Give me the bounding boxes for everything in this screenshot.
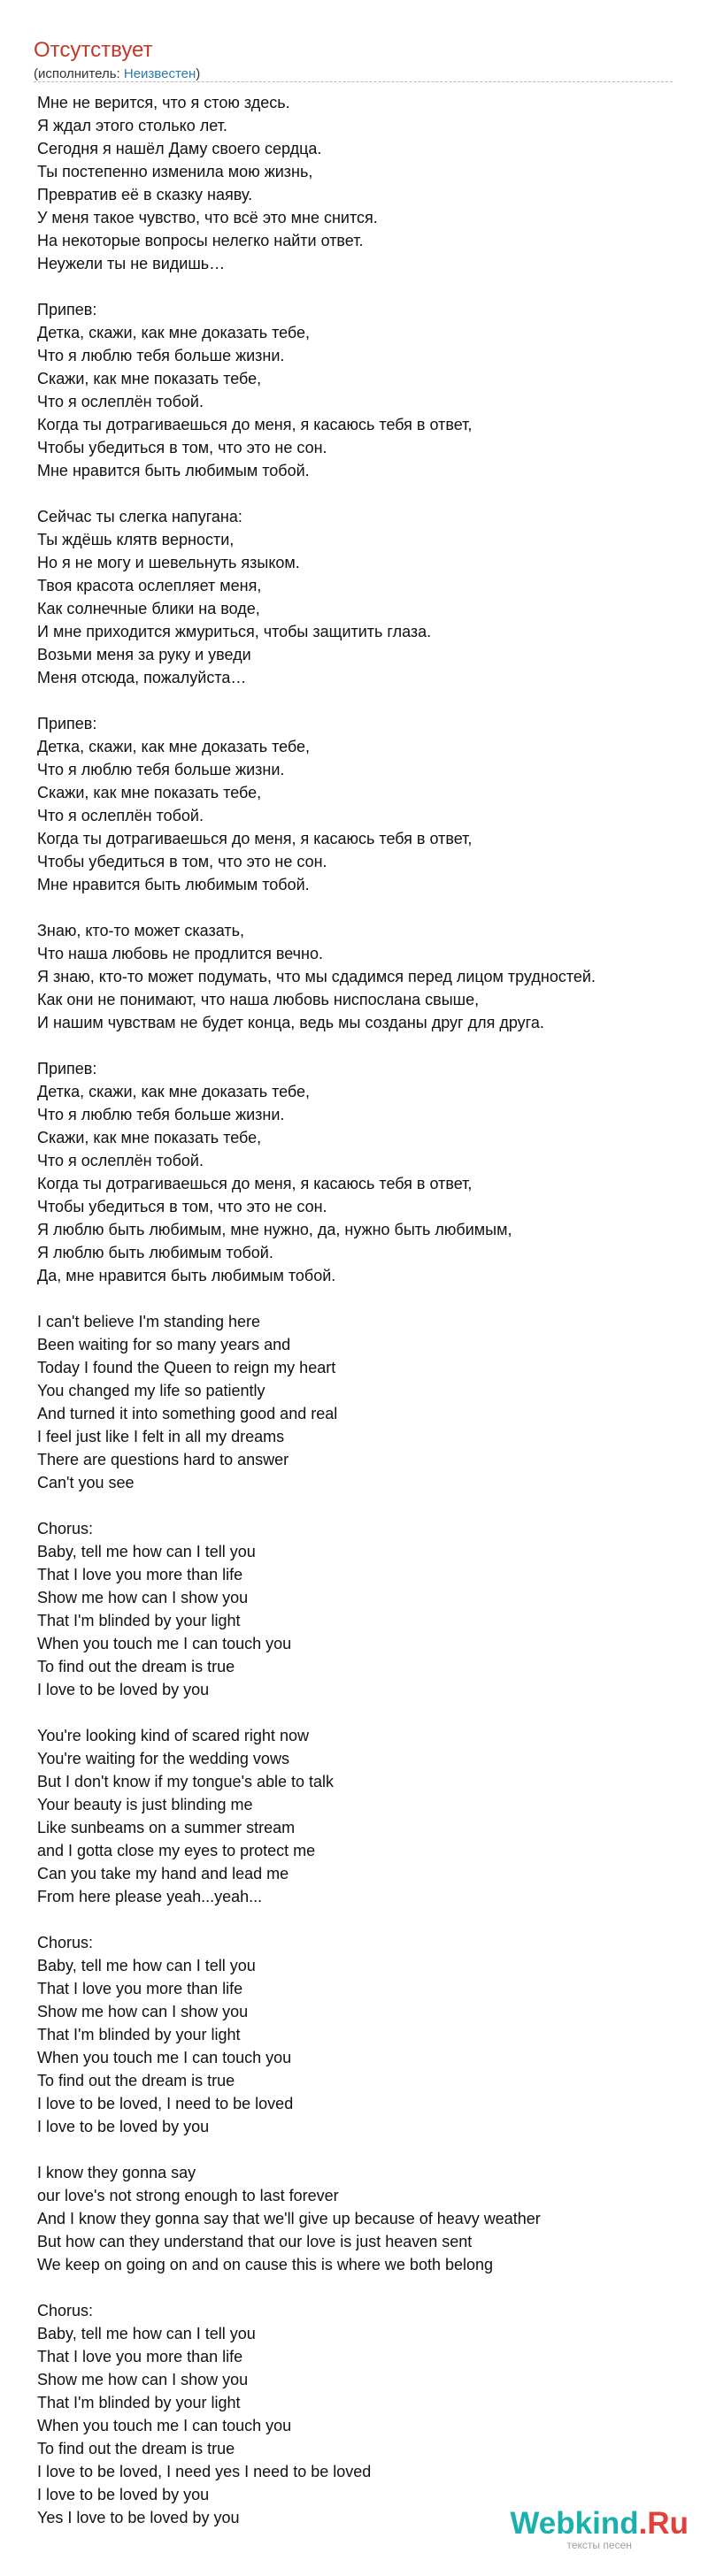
lyric-line: Show me how can I show you [37, 2371, 249, 2388]
lyric-line: Детка, скажи, как мне доказать тебе, [37, 1083, 311, 1100]
logo-tld-text: .Ru [638, 2506, 689, 2541]
lyric-line: Baby, tell me how can I tell you [37, 1957, 256, 1974]
lyric-line: Your beauty is just blinding me [37, 1796, 253, 1813]
lyric-line: To find out the dream is true [37, 2072, 235, 2089]
lyric-line: There are questions hard to answer [37, 1451, 289, 1468]
lyric-line [37, 2138, 692, 2161]
lyric-line: Сейчас ты слегка напугана: [37, 508, 242, 525]
lyric-line: Что я ослеплён тобой. [37, 807, 204, 824]
lyric-line: I feel just like I felt in all my dreams [37, 1428, 285, 1445]
lyric-line [37, 689, 692, 712]
lyric-line: I can't believe I'm standing here [37, 1313, 261, 1330]
lyric-line: Возьми меня за руку и уведи [37, 646, 251, 663]
lyric-line: I love to be loved by you [37, 2118, 210, 2135]
lyric-line: our love's not strong enough to last forever [37, 2187, 339, 2204]
lyric-line: To find out the dream is true [37, 2440, 235, 2457]
lyric-line: When you touch me I can touch you [37, 2417, 292, 2434]
lyrics-text [37, 91, 692, 2529]
lyric-line: Что я ослеплён тобой. [37, 1152, 204, 1169]
lyric-line [37, 1034, 692, 1057]
lyric-line: На некоторые вопросы нелегко найти ответ. [37, 232, 364, 249]
lyric-line: И нашим чувствам не будет конца, ведь мы созданы друг для друга. [37, 1014, 544, 1031]
lyric-line: That I love you more than life [37, 1980, 243, 1997]
lyric-line: Когда ты дотрагиваешься до меня, я касаюсь тебя в ответ, [37, 1175, 473, 1192]
lyric-line: Что наша любовь не продлится вечно. [37, 945, 323, 962]
lyric-line [37, 275, 692, 298]
lyric-line: Yes I love to be loved by you [37, 2509, 240, 2526]
lyric-line: I love to be loved, I need yes I need to be loved [37, 2463, 372, 2480]
song-header [34, 37, 673, 83]
lyric-line: Мне нравится быть любимым тобой. [37, 462, 310, 479]
lyric-line: Baby, tell me how can I tell you [37, 2325, 256, 2342]
lyric-line [37, 482, 692, 505]
lyric-line: Что я ослеплён тобой. [37, 393, 204, 410]
lyric-line: И мне приходится жмуриться, чтобы защитить глаза. [37, 623, 432, 640]
lyric-line: Детка, скажи, как мне доказать тебе, [37, 738, 311, 755]
lyric-line: That I love you more than life [37, 1566, 243, 1583]
lyric-line: When you touch me I can touch you [37, 2049, 292, 2066]
lyric-line: Like sunbeams on a summer stream [37, 1819, 296, 1836]
lyric-line: I love to be loved, I need to be loved [37, 2095, 294, 2112]
lyric-line: Can't you see [37, 1474, 135, 1491]
lyric-line: That I'm blinded by your light [37, 2026, 241, 2043]
lyric-line: Ты постепенно изменила мою жизнь, [37, 163, 313, 180]
lyric-line: Но я не могу и шевельнуть языком. [37, 554, 300, 571]
lyric-line: You're waiting for the wedding vows [37, 1750, 289, 1767]
lyric-line: Chorus: [37, 1934, 94, 1951]
lyric-line: Я люблю быть любимым, мне нужно, да, нужно быть любимым, [37, 1221, 512, 1238]
performer-prefix: (исполнитель: [34, 66, 124, 81]
lyric-line: Мне нравится быть любимым тобой. [37, 876, 310, 893]
lyric-line: Can you take my hand and lead me [37, 1865, 289, 1882]
lyric-line [37, 1701, 692, 1724]
lyric-line: When you touch me I can touch you [37, 1635, 292, 1652]
lyric-line: Baby, tell me how can I tell you [37, 1543, 256, 1560]
lyric-line: Я люблю быть любимым тобой. [37, 1244, 273, 1261]
lyric-line: Детка, скажи, как мне доказать тебе, [37, 324, 311, 341]
lyric-line: To find out the dream is true [37, 1658, 235, 1675]
lyric-line: Чтобы убедиться в том, что это не сон. [37, 1198, 327, 1215]
lyric-line: Скажи, как мне показать тебе, [37, 784, 262, 801]
performer-link[interactable]: Неизвестен [123, 66, 196, 81]
lyric-line: Как они не понимают, что наша любовь ниспослана свыше, [37, 991, 480, 1008]
lyric-line: Твоя красота ослепляет меня, [37, 577, 262, 594]
site-watermark [510, 2507, 689, 2551]
lyric-line: Припев: [37, 301, 97, 318]
lyric-line: Chorus: [37, 1520, 94, 1537]
lyric-line: That I'm blinded by your light [37, 1612, 241, 1629]
lyric-line: Я знаю, кто-то может подумать, что мы сдадимся перед лицом трудностей. [37, 968, 596, 985]
performer-suffix: ) [196, 66, 201, 81]
lyric-line [37, 2276, 692, 2299]
lyric-line: Неужели ты не видишь… [37, 255, 226, 272]
lyric-line: Show me how can I show you [37, 2003, 249, 2020]
lyric-line: and I gotta close my eyes to protect me [37, 1842, 316, 1859]
lyric-line: Да, мне нравится быть любимым тобой. [37, 1267, 336, 1284]
lyric-line: Чтобы убедиться в том, что это не сон. [37, 439, 327, 456]
lyric-line [37, 1908, 692, 1931]
lyric-line: Когда ты дотрагиваешься до меня, я касаюсь тебя в ответ, [37, 830, 473, 847]
lyric-line: Припев: [37, 715, 97, 732]
lyric-line [37, 1494, 692, 1517]
logo-main-text: Webkind [510, 2506, 639, 2541]
lyric-line: And I know they gonna say that we'll give up because of heavy weather [37, 2210, 541, 2227]
lyric-line: I know they gonna say [37, 2164, 196, 2181]
lyric-line: Ты ждёшь клятв верности, [37, 531, 235, 548]
site-logo [510, 2507, 689, 2541]
lyric-line: Знаю, кто-то может сказать, [37, 922, 244, 939]
lyric-line: You changed my life so patiently [37, 1382, 266, 1399]
lyric-line: Когда ты дотрагиваешься до меня, я касаюсь тебя в ответ, [37, 416, 473, 433]
lyric-line: Chorus: [37, 2302, 94, 2319]
lyric-line: Что я люблю тебя больше жизни. [37, 761, 285, 778]
lyric-line: Что я люблю тебя больше жизни. [37, 1106, 285, 1123]
lyric-line: У меня такое чувство, что всё это мне снится. [37, 209, 378, 226]
lyric-line: Меня отсюда, пожалуйста… [37, 669, 247, 686]
lyric-line: You're looking kind of scared right now [37, 1727, 309, 1744]
lyric-line [37, 896, 692, 919]
lyric-line: I love to be loved by you [37, 2486, 210, 2503]
lyric-line: Припев: [37, 1060, 97, 1077]
lyric-line: Show me how can I show you [37, 1589, 249, 1606]
lyric-line: Я ждал этого столько лет. [37, 117, 227, 134]
lyric-line: I love to be loved by you [37, 1681, 210, 1698]
lyric-line: Today I found the Queen to reign my heart [37, 1359, 336, 1376]
lyric-line: That I'm blinded by your light [37, 2394, 241, 2411]
lyric-line: Скажи, как мне показать тебе, [37, 1129, 262, 1146]
lyric-line: Скажи, как мне показать тебе, [37, 370, 262, 387]
lyric-line: But how can they understand that our love is just heaven sent [37, 2233, 473, 2250]
lyric-line: Been waiting for so many years and [37, 1336, 291, 1353]
lyric-line: Как солнечные блики на воде, [37, 600, 260, 617]
lyric-line: From here please yeah...yeah... [37, 1888, 263, 1905]
lyric-line: We keep on going on and on cause this is where we both belong [37, 2256, 494, 2273]
lyric-line: But I don't know if my tongue's able to talk [37, 1773, 335, 1790]
lyric-line: That I love you more than life [37, 2348, 243, 2365]
performer-line [34, 65, 673, 83]
site-tagline: тексты песен [566, 2539, 632, 2551]
lyric-line: Мне не верится, что я стою здесь. [37, 94, 290, 111]
lyric-line [37, 1287, 692, 1310]
lyric-line: Что я люблю тебя больше жизни. [37, 347, 285, 364]
lyric-line: Чтобы убедиться в том, что это не сон. [37, 853, 327, 870]
song-title: Отсутствует [34, 38, 153, 62]
lyric-line: Сегодня я нашёл Даму своего сердца. [37, 140, 322, 157]
lyric-line: Превратив её в сказку наяву. [37, 186, 253, 203]
lyric-line: And turned it into something good and real [37, 1405, 338, 1422]
header-divider [34, 81, 673, 82]
